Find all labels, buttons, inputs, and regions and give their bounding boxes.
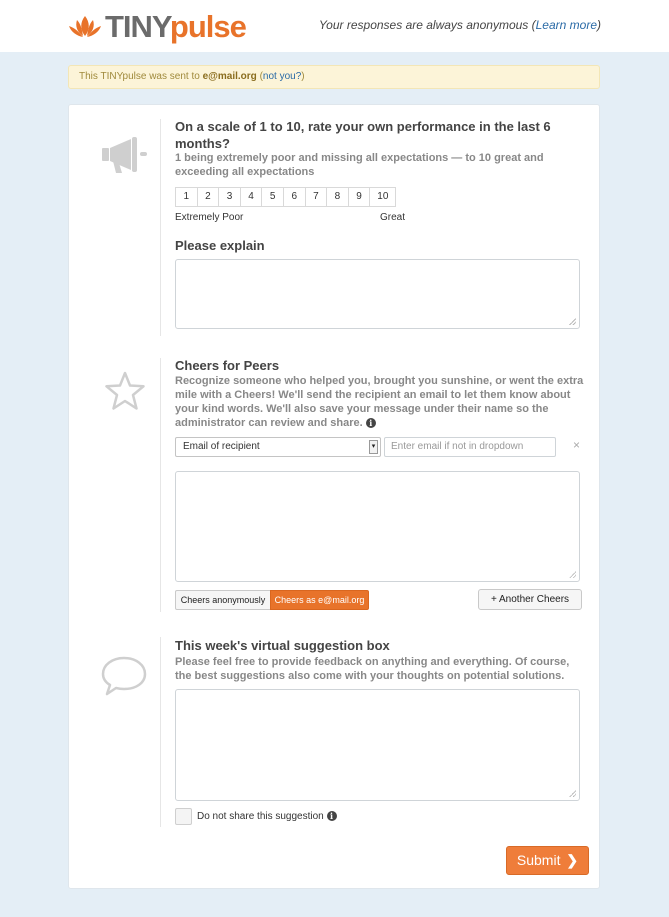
- recipient-email-input[interactable]: Enter email if not in dropdown: [384, 437, 556, 457]
- info-icon[interactable]: i: [366, 418, 376, 428]
- recipient-select-value: Email of recipient: [183, 441, 260, 452]
- suggestion-title: This week's virtual suggestion box: [175, 638, 390, 653]
- rating-option-2[interactable]: 2: [197, 187, 220, 207]
- section-divider: [160, 119, 161, 336]
- submit-label: Submit: [516, 852, 561, 868]
- resize-grip-icon[interactable]: [569, 318, 576, 325]
- suggestion-subtitle: Please feel free to provide feedback on anything and everything. Of course, the best suggestions also come with your thoughts on potential solutions.: [175, 656, 570, 682]
- notice-prefix: This TINYpulse was sent to: [79, 71, 203, 82]
- explain-label: Please explain: [175, 238, 265, 253]
- notice-email: e@mail.org: [202, 71, 257, 82]
- logo-pulse: pulse: [169, 9, 246, 44]
- section-divider: [160, 637, 161, 827]
- rating-option-8[interactable]: 8: [326, 187, 349, 207]
- rating-option-4[interactable]: 4: [240, 187, 263, 207]
- cheers-description-text: Recognize someone who helped you, brought you sunshine, or went the extra mile with a Cheers! We'll send the recipient an email to let them know about your kind words. We'll also save your message under their name so the administrator can review and share.: [175, 375, 584, 429]
- select-arrow-icon[interactable]: ▾: [369, 440, 378, 454]
- logo-tiny: TINY: [105, 9, 170, 44]
- star-icon: [103, 370, 147, 412]
- question1-subtitle: 1 being extremely poor and missing all expectations — to 10 great and exceeding all expectations: [175, 152, 544, 178]
- recipient-select[interactable]: [175, 437, 381, 457]
- rating-scale: [175, 187, 396, 207]
- logo-text: [105, 9, 246, 45]
- notice-open-paren: (: [256, 71, 263, 82]
- rating-option-3[interactable]: 3: [218, 187, 241, 207]
- rating-option-9[interactable]: 9: [348, 187, 371, 207]
- cheers-as-user-button[interactable]: Cheers as e@mail.org: [270, 590, 369, 610]
- explain-textarea[interactable]: [175, 259, 580, 329]
- rating-option-7[interactable]: 7: [305, 187, 328, 207]
- cheers-anonymously-button[interactable]: Cheers anonymously: [175, 590, 271, 610]
- chevron-right-icon: ❯: [566, 852, 579, 868]
- megaphone-icon: [101, 136, 149, 176]
- scale-high-label: Great: [380, 212, 406, 223]
- cheers-title: Cheers for Peers: [175, 358, 280, 373]
- recipient-notice: [68, 65, 600, 89]
- another-cheers-button[interactable]: + Another Cheers: [478, 589, 582, 610]
- scale-low-label: Extremely Poor: [175, 212, 244, 223]
- rating-option-10[interactable]: 10: [369, 187, 396, 207]
- info-icon[interactable]: i: [327, 811, 337, 821]
- do-not-share-label: [197, 811, 337, 822]
- anon-text: Your responses are always anonymous (: [318, 18, 536, 32]
- rating-option-5[interactable]: 5: [261, 187, 284, 207]
- learn-more-link[interactable]: Learn more: [535, 18, 597, 32]
- section-divider: [160, 358, 161, 612]
- lotus-icon: [68, 14, 102, 40]
- rating-option-6[interactable]: 6: [283, 187, 306, 207]
- resize-grip-icon[interactable]: [569, 790, 576, 797]
- notice-close-paren: ): [301, 71, 305, 82]
- remove-recipient-icon[interactable]: ×: [573, 438, 581, 452]
- top-bar: [0, 0, 669, 52]
- suggestion-textarea[interactable]: [175, 689, 580, 801]
- question1-title: On a scale of 1 to 10, rate your own performance in the last 6 months?: [175, 119, 551, 151]
- do-not-share-label-text: Do not share this suggestion: [197, 811, 324, 822]
- anon-close: ): [597, 18, 601, 32]
- submit-button[interactable]: [506, 846, 589, 875]
- not-you-link[interactable]: not you?: [262, 71, 302, 82]
- rating-option-1[interactable]: 1: [175, 187, 198, 207]
- cheers-description: [175, 374, 590, 430]
- resize-grip-icon[interactable]: [569, 571, 576, 578]
- cheers-textarea[interactable]: [175, 471, 580, 582]
- tinypulse-logo[interactable]: [68, 10, 246, 44]
- do-not-share-checkbox[interactable]: [175, 808, 192, 825]
- speech-bubble-icon: [100, 655, 148, 697]
- anonymity-note: [319, 18, 601, 32]
